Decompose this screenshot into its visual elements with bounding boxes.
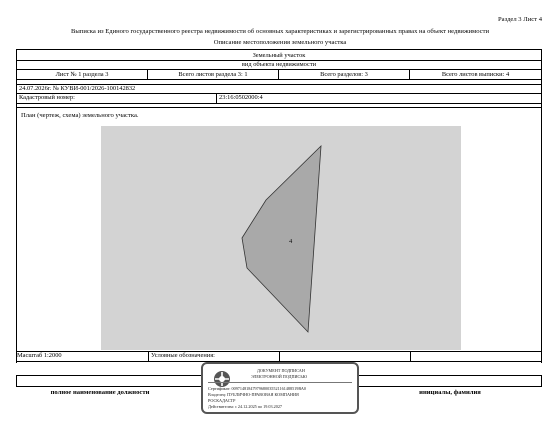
signature-stamp [201, 362, 359, 414]
stamp-owner: Владелец: ПУБЛИЧНО-ПРАВОВАЯ КОМПАНИЯ [208, 392, 299, 397]
plan-title: План (чертеж, схема) земельного участка. [21, 112, 139, 119]
stamp-line-2: ЭЛЕКТРОННОЙ ПОДПИСЬЮ [251, 374, 308, 379]
legend-label: Условные обозначения: [151, 352, 215, 359]
record-date-number: 24.07.2026г. № КУВИ-001/2026-100142832 [19, 85, 136, 92]
total-sheets-section: Всего листов раздела 3: 1 [178, 71, 248, 78]
scale-value: Масштаб 1:2000 [17, 352, 62, 359]
object-type-value: Земельный участок [252, 52, 306, 59]
parcel-label: 4 [289, 238, 293, 245]
stamp-line-1: ДОКУМЕНТ ПОДПИСАН [257, 368, 305, 373]
stamp-certificate: Сертификат: 00971481847979680035521161488519ВА0 [208, 386, 307, 391]
parcel-polygon [242, 146, 321, 332]
section-sheet-label: Раздел 3 Лист 4 [498, 16, 542, 23]
divider [279, 352, 280, 361]
total-sections: Всего разделов: 3 [320, 71, 368, 78]
plan-area [16, 107, 542, 352]
stamp-owner-2: РОСКАДАСТР [208, 398, 236, 403]
cadastral-label: Кадастровый номер: [19, 94, 75, 101]
object-type-caption: вид объекта недвижимости [241, 61, 317, 68]
initials-label: инициалы, фамилия [419, 389, 481, 396]
cadastral-row [16, 94, 542, 104]
sheet-info-row [16, 69, 542, 80]
scale-row [16, 352, 542, 362]
position-label: полное наименование должности [50, 389, 150, 396]
divider [216, 94, 217, 103]
parcel-drawing [101, 126, 461, 350]
position-cell [16, 375, 184, 387]
divider [148, 352, 149, 361]
stamp-validity: Действителен: с 24.12.2025 по 19.03.2027 [208, 404, 283, 409]
main-title: Выписка из Единого государственного реестра недвижимости об основных характеристиках и зарегистрированных правах на объект недвижимости [70, 28, 490, 35]
divider [16, 375, 17, 387]
initials-cell [358, 375, 542, 387]
total-sheets: Всего листов выписки: 4 [441, 71, 510, 78]
sheet-number: Лист № 1 раздела 3 [55, 71, 109, 78]
divider [410, 352, 411, 361]
subtitle: Описание местоположения земельного участка [213, 39, 347, 46]
cadastral-number: 23:16:0502000:4 [219, 94, 263, 101]
object-type-row [16, 49, 542, 69]
record-number-row [16, 84, 542, 94]
plan-map [101, 126, 461, 350]
divider [208, 382, 352, 383]
